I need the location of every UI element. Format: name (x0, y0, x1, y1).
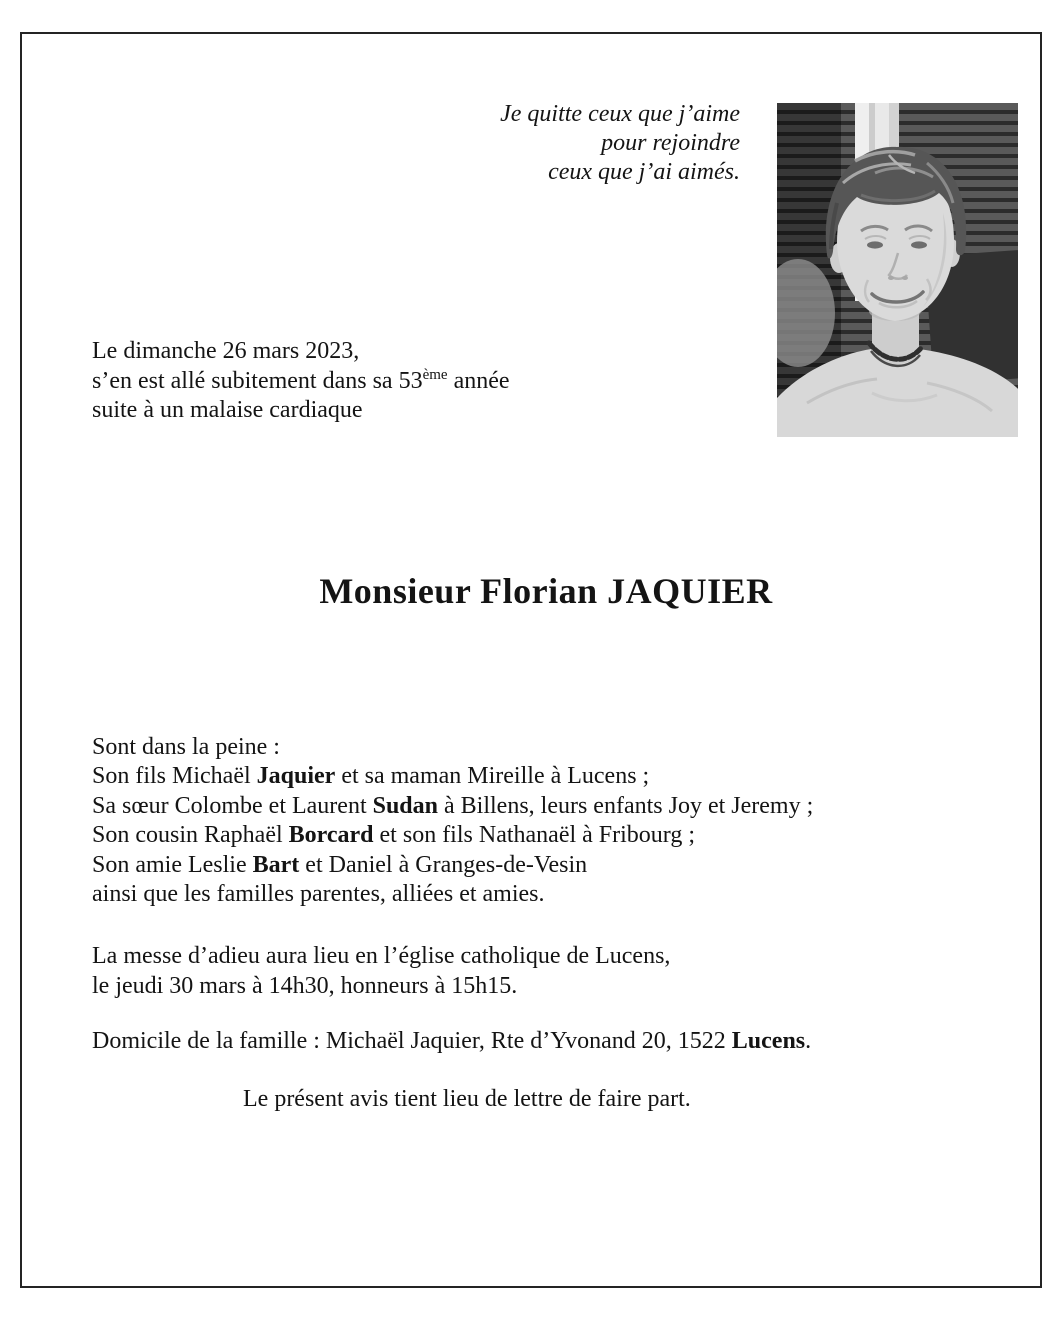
epigraph-line-2: pour rejoindre (601, 130, 740, 156)
family-line: Son cousin Raphaël Borcard et son fils Nathanaël à Fribourg ; (92, 822, 696, 849)
closing-statement: Le présent avis tient lieu de lettre de faire part. (243, 1086, 691, 1112)
person-illustration (777, 103, 1018, 437)
family-address: Domicile de la famille : Michaël Jaquier, Rte d’Yvonand 20, 1522 Lucens. (92, 1028, 812, 1054)
address-city: Lucens (731, 1028, 806, 1054)
announcement-line-2 (92, 367, 510, 397)
ceremony-line-1: La messe d’adieu aura lieu en l’église catholique de Lucens, (92, 943, 671, 969)
ordinal-superscript: ème (422, 366, 448, 383)
epigraph-line-1: Je quitte ceux que j’aime (500, 101, 740, 127)
ceremony-details (92, 942, 670, 1001)
epigraph-verse (440, 100, 740, 187)
family-surname: Sudan (372, 792, 438, 819)
announcement-line-2-text: s’en est allé subitement dans sa 53 (92, 367, 423, 394)
family-surname: Jaquier (256, 763, 336, 790)
family-surname: Bart (252, 851, 300, 878)
family-line: Son fils Michaël Jaquier et sa maman Mireille à Lucens ; (92, 763, 650, 790)
family-intro: Sont dans la peine : (92, 734, 280, 760)
announcement-line-3: suite à un malaise cardiaque (92, 397, 363, 423)
portrait-photo (777, 103, 1018, 437)
family-line: ainsi que les familles parentes, alliées et amies. (92, 881, 545, 908)
epigraph-line-3: ceux que j’ai aimés. (548, 159, 740, 185)
death-announcement (92, 337, 510, 426)
deceased-name-title: Monsieur Florian JAQUIER (319, 571, 773, 611)
family-line: Son amie Leslie Bart et Daniel à Granges-de-Vesin (92, 851, 588, 878)
announcement-line-2-end: année (447, 367, 510, 394)
family-list (92, 733, 813, 909)
announcement-line-1: Le dimanche 26 mars 2023, (92, 338, 360, 364)
ceremony-line-2: le jeudi 30 mars à 14h30, honneurs à 15h15. (92, 972, 518, 999)
family-surname: Borcard (288, 822, 374, 849)
family-line: Sa sœur Colombe et Laurent Sudan à Billens, leurs enfants Joy et Jeremy ; (92, 792, 814, 819)
